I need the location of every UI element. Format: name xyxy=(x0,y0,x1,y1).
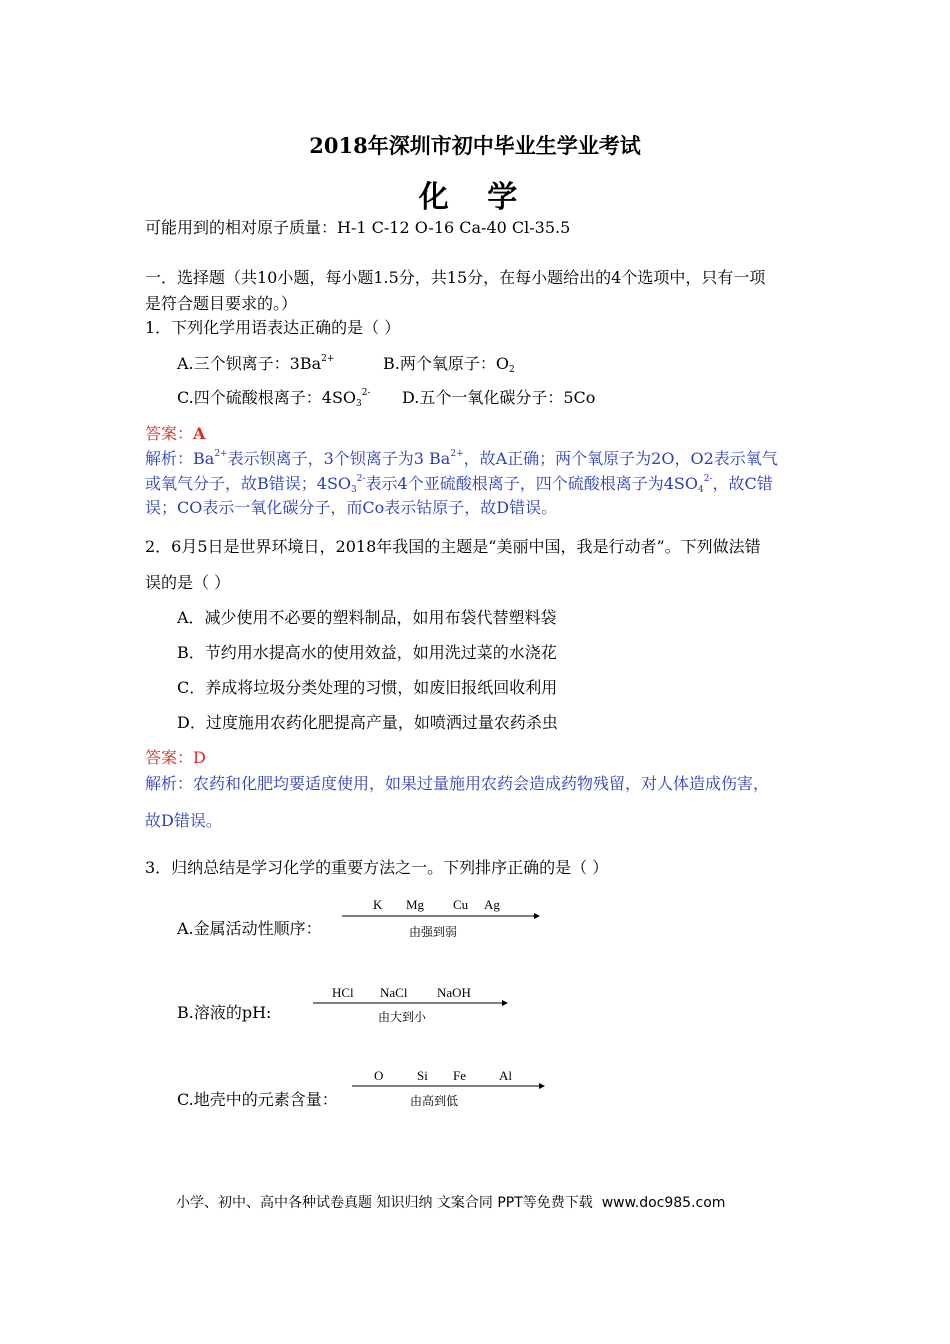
q3-option-a-label: A.金属活动性顺序： xyxy=(177,919,322,938)
q2-stem-line1: 2．6月5日是世界环境日，2018年我国的主题是“美丽中国，我是行动者”。下列做法错 xyxy=(145,537,761,556)
q3-b-arrow-text: 由大到小 xyxy=(378,1010,427,1024)
q3-a-item: K xyxy=(373,897,383,912)
q3-a-arrow-text: 由强到弱 xyxy=(409,925,458,939)
q3-c-arrow-text: 由高到低 xyxy=(410,1094,459,1108)
q1-option-a: A.三个钡离子：$3Ba^{2+}$ xyxy=(177,354,335,373)
q2-option-d: D．过度施用农药化肥提高产量，如喷洒过量农药杀虫 xyxy=(177,713,558,732)
q2-answer: 答案：D xyxy=(145,748,206,767)
q3-c-item: Al xyxy=(499,1068,512,1083)
q3-b-item: NaCl xyxy=(380,985,408,1000)
q3-c-arrow xyxy=(352,1081,545,1091)
q2-stem-line2: 误的是（ ） xyxy=(145,573,231,592)
q1-explanation-line2: 或氧气分子，故B错误；$4SO_3^{2-}$表示4个亚硫酸根离子，四个硫酸根离子为$4SO_4^{2-}$，故C错 xyxy=(145,474,773,495)
section-intro-line2: 是符合题目要求的。） xyxy=(145,294,298,313)
q2-option-a: A．减少使用不必要的塑料制品，如用布袋代替塑料袋 xyxy=(177,608,557,627)
footer-site-link[interactable]: www.doc985.com xyxy=(601,1195,726,1211)
atomic-masses: 可能用到的相对原子质量：H-1 C-12 O-16 Ca-40 Cl-35.5 xyxy=(145,218,571,237)
q3-a-item: Cu xyxy=(453,897,469,912)
q3-c-item: Fe xyxy=(453,1068,466,1083)
q3-b-arrow xyxy=(313,998,508,1008)
q1-stem: 1．下列化学用语表达正确的是（ ） xyxy=(145,318,401,337)
q1-explanation-line3: 误；CO表示一氧化碳分子，而Co表示钴原子，故D错误。 xyxy=(145,498,558,517)
exam-title: 2018年深圳市初中毕业生学业考试 xyxy=(309,133,641,158)
subject-title: 化 学 xyxy=(418,180,532,215)
q3-option-c-label: C.地壳中的元素含量： xyxy=(177,1090,338,1109)
q2-option-b: B．节约用水提高水的使用效益，如用洗过菜的水浇花 xyxy=(177,643,557,662)
section-intro-line1: 一．选择题（共10小题，每小题1.5分，共15分，在每小题给出的4个选项中，只有一项 xyxy=(145,268,766,287)
q3-a-arrow xyxy=(342,911,540,921)
footer xyxy=(176,1192,725,1212)
q2-option-c: C．养成将垃圾分类处理的习惯，如废旧报纸回收利用 xyxy=(177,678,558,697)
q2-explanation-line2: 故D错误。 xyxy=(145,811,222,830)
q3-b-item: HCl xyxy=(332,985,354,1000)
q1-option-d: D.五个一氧化碳分子：5Co xyxy=(402,388,596,407)
q3-a-item: Ag xyxy=(484,897,500,912)
q2-explanation-line1: 解析：农药和化肥均要适度使用，如果过量施用农药会造成药物残留，对人体造成伤害， xyxy=(145,774,770,793)
q1-option-c: C.四个硫酸根离子：$4SO_3^{2-}$ xyxy=(177,388,371,409)
footer-text: 小学、初中、高中各种试卷真题 知识归纳 文案合同 PPT等免费下载 xyxy=(176,1195,593,1211)
q3-option-b-label: B.溶液的pH: xyxy=(177,1003,272,1022)
q3-stem: 3．归纳总结是学习化学的重要方法之一。下列排序正确的是（ ） xyxy=(145,858,609,877)
q1-answer: 答案：A xyxy=(145,424,206,443)
q3-c-item: O xyxy=(374,1068,384,1083)
q1-explanation-line1: 解析：$Ba^{2+}$表示钡离子，3个钡离子为3 $Ba^{2+}$，故A正确；两个氧原子为2O，O2表示氧气 xyxy=(145,449,778,468)
q1-option-b: B.两个氧原子：$O_2$ xyxy=(383,354,515,375)
q3-a-item: Mg xyxy=(406,897,425,912)
q3-c-item: Si xyxy=(417,1068,428,1083)
q3-b-item: NaOH xyxy=(437,985,471,1000)
